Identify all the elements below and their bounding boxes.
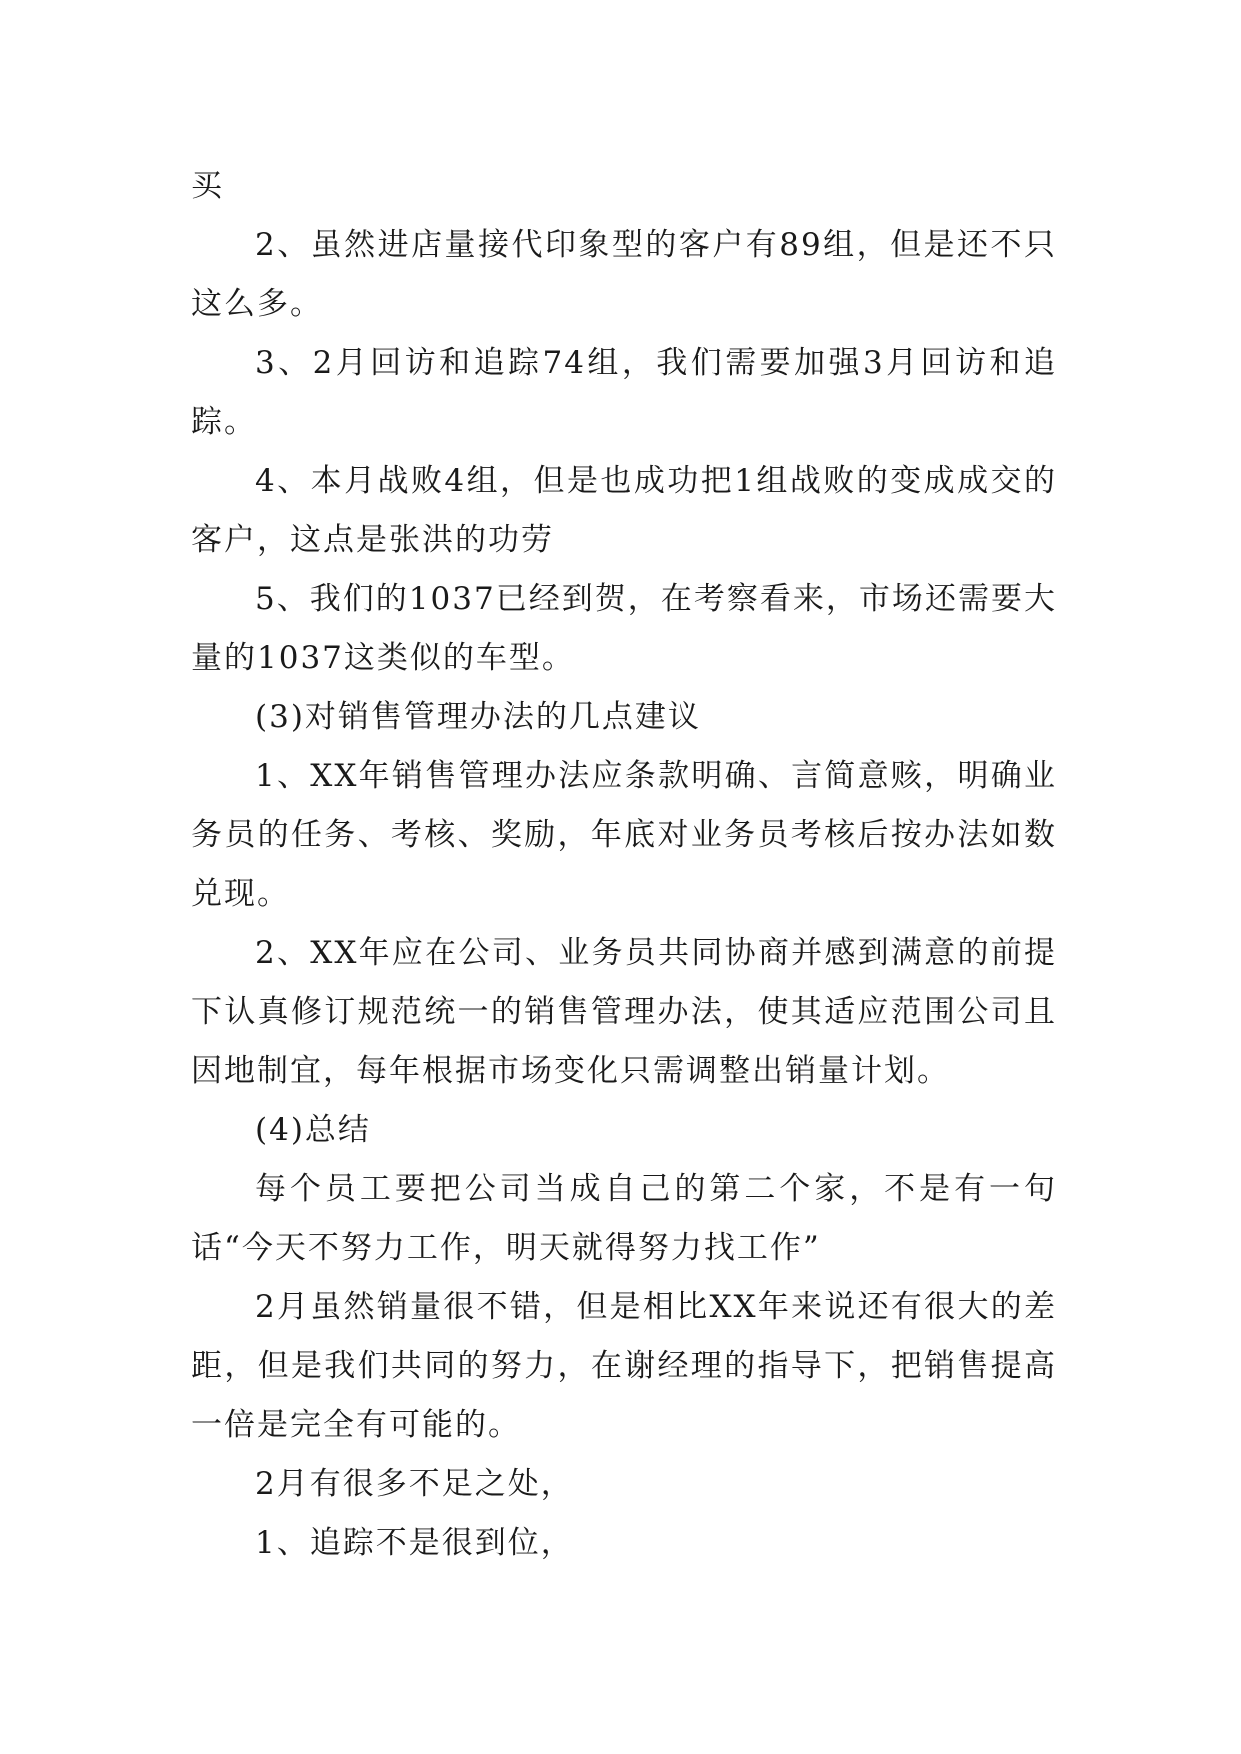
- paragraph-summary-sales: 2月虽然销量很不错，但是相比XX年来说还有很大的差距，但是我们共同的努力，在谢经理的指导下，把销售提高一倍是完全有可能的。: [191, 1289, 1057, 1443]
- paragraph-suggestion-1: 1、XX年销售管理办法应条款明确、言简意赅，明确业务员的任务、考核、奖励，年底对业务员考核后按办法如数兑现。: [191, 758, 1057, 912]
- paragraph-continuation: 买: [191, 168, 224, 204]
- paragraph-shortcoming-1: 1、追踪不是很到位，: [255, 1525, 574, 1561]
- section-heading-suggestions: (3)对销售管理办法的几点建议: [255, 699, 701, 735]
- paragraph-suggestion-2: 2、XX年应在公司、业务员共同协商并感到满意的前提下认真修订规范统一的销售管理办法，使其适应范围公司且因地制宜，每年根据市场变化只需调整出销量计划。: [191, 935, 1057, 1089]
- paragraph-item-4-defeat: 4、本月战败4组，但是也成功把1组战败的变成成交的客户，这点是张洪的功劳: [191, 463, 1057, 558]
- paragraph-summary-home: 每个员工要把公司当成自己的第二个家，不是有一句话“今天不努力工作，明天就得努力找工作”: [191, 1171, 1057, 1266]
- paragraph-shortcomings: 2月有很多不足之处，: [255, 1466, 574, 1502]
- paragraph-item-5-model: 5、我们的1037已经到贺，在考察看来，市场还需要大量的1037这类似的车型。: [191, 581, 1057, 676]
- section-heading-summary: (4)总结: [255, 1112, 371, 1148]
- document-body: [191, 157, 1057, 1573]
- paragraph-item-3-followup: 3、2月回访和追踪74组，我们需要加强3月回访和追踪。: [191, 345, 1057, 440]
- paragraph-item-2-visitors: 2、虽然进店量接代印象型的客户有89组，但是还不只这么多。: [191, 227, 1057, 322]
